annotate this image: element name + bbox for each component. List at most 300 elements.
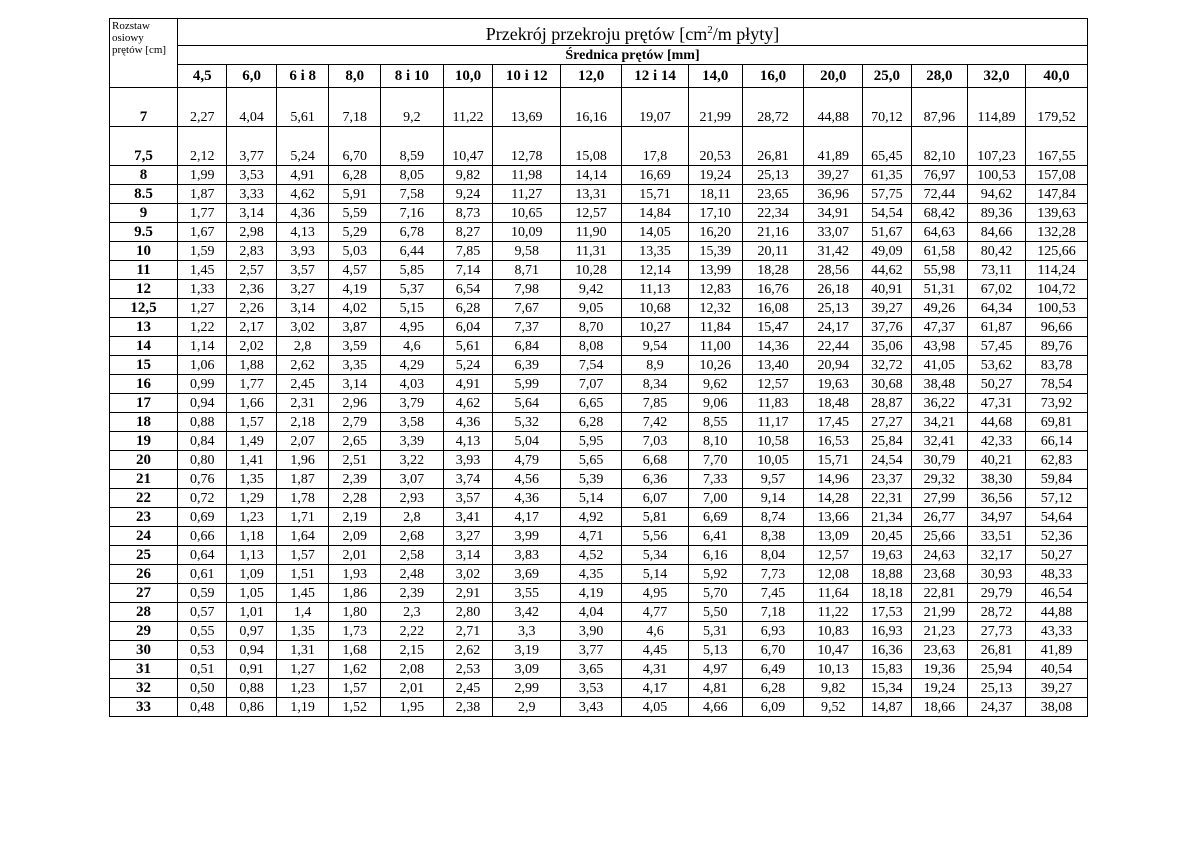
table-row xyxy=(110,698,1088,717)
table-cell: 2,53 xyxy=(443,660,492,679)
table-cell: 0,88 xyxy=(227,679,276,698)
table-cell: 5,39 xyxy=(561,470,622,489)
table-cell: 43,98 xyxy=(911,337,968,356)
table-cell: 15,71 xyxy=(622,185,689,204)
table-cell: 83,78 xyxy=(1025,356,1087,375)
reinforcement-table-container xyxy=(109,18,1088,717)
table-cell: 38,08 xyxy=(1025,698,1087,717)
table-cell: 7,18 xyxy=(329,88,381,127)
table-cell: 14,14 xyxy=(561,166,622,185)
table-cell: 6,28 xyxy=(561,413,622,432)
table-cell: 3,35 xyxy=(329,356,381,375)
table-cell: 5,59 xyxy=(329,204,381,223)
table-cell: 1,66 xyxy=(227,394,276,413)
title-main: Przekrój przekroju prętów [cm xyxy=(485,24,708,44)
table-cell: 5,81 xyxy=(622,508,689,527)
table-row xyxy=(110,127,1088,166)
table-cell: 3,02 xyxy=(443,565,492,584)
table-cell: 5,64 xyxy=(493,394,561,413)
column-header: 12 i 14 xyxy=(622,65,689,88)
table-cell: 24,37 xyxy=(968,698,1026,717)
table-cell: 3,41 xyxy=(443,508,492,527)
corner-label: Rozstaw osiowy prętów [cm] xyxy=(110,19,178,88)
table-cell: 1,23 xyxy=(227,508,276,527)
table-cell: 5,14 xyxy=(561,489,622,508)
table-cell: 3,14 xyxy=(227,204,276,223)
table-cell: 157,08 xyxy=(1025,166,1087,185)
table-cell: 32,72 xyxy=(863,356,911,375)
row-spacing-label: 16 xyxy=(110,375,178,394)
table-cell: 179,52 xyxy=(1025,88,1087,127)
table-cell: 2,38 xyxy=(443,698,492,717)
row-spacing-label: 9.5 xyxy=(110,223,178,242)
table-cell: 114,89 xyxy=(968,88,1026,127)
table-cell: 6,41 xyxy=(689,527,743,546)
table-cell: 29,79 xyxy=(968,584,1026,603)
table-cell: 2,01 xyxy=(380,679,443,698)
table-cell: 66,14 xyxy=(1025,432,1087,451)
table-cell: 1,01 xyxy=(227,603,276,622)
table-cell: 13,40 xyxy=(742,356,804,375)
table-cell: 6,70 xyxy=(742,641,804,660)
table-cell: 15,47 xyxy=(742,318,804,337)
table-cell: 33,51 xyxy=(968,527,1026,546)
table-cell: 11,27 xyxy=(493,185,561,204)
table-cell: 13,66 xyxy=(804,508,863,527)
table-cell: 11,00 xyxy=(689,337,743,356)
row-spacing-label: 9 xyxy=(110,204,178,223)
table-cell: 4,36 xyxy=(276,204,329,223)
table-row xyxy=(110,527,1088,546)
row-spacing-label: 21 xyxy=(110,470,178,489)
table-cell: 4,66 xyxy=(689,698,743,717)
table-cell: 0,97 xyxy=(227,622,276,641)
table-cell: 7,16 xyxy=(380,204,443,223)
table-cell: 6,44 xyxy=(380,242,443,261)
table-cell: 2,36 xyxy=(227,280,276,299)
row-spacing-label: 27 xyxy=(110,584,178,603)
table-cell: 12,32 xyxy=(689,299,743,318)
table-cell: 10,27 xyxy=(622,318,689,337)
table-row xyxy=(110,185,1088,204)
table-cell: 73,92 xyxy=(1025,394,1087,413)
table-cell: 2,39 xyxy=(380,584,443,603)
table-cell: 3,22 xyxy=(380,451,443,470)
table-cell: 0,94 xyxy=(178,394,227,413)
table-cell: 4,36 xyxy=(443,413,492,432)
table-cell: 16,08 xyxy=(742,299,804,318)
row-spacing-label: 20 xyxy=(110,451,178,470)
table-cell: 44,88 xyxy=(1025,603,1087,622)
table-cell: 1,27 xyxy=(178,299,227,318)
table-cell: 19,36 xyxy=(911,660,968,679)
table-cell: 10,26 xyxy=(689,356,743,375)
table-cell: 4,02 xyxy=(329,299,381,318)
table-cell: 4,57 xyxy=(329,261,381,280)
table-cell: 49,09 xyxy=(863,242,911,261)
table-cell: 25,94 xyxy=(968,660,1026,679)
column-header: 4,5 xyxy=(178,65,227,88)
table-cell: 3,39 xyxy=(380,432,443,451)
table-cell: 11,90 xyxy=(561,223,622,242)
column-header: 8,0 xyxy=(329,65,381,88)
table-cell: 7,85 xyxy=(622,394,689,413)
table-cell: 5,65 xyxy=(561,451,622,470)
table-cell: 5,91 xyxy=(329,185,381,204)
reinforcement-area-table xyxy=(109,18,1088,717)
column-header: 25,0 xyxy=(863,65,911,88)
table-cell: 14,05 xyxy=(622,223,689,242)
table-cell: 31,42 xyxy=(804,242,863,261)
table-cell: 4,6 xyxy=(622,622,689,641)
table-cell: 5,99 xyxy=(493,375,561,394)
table-cell: 4,77 xyxy=(622,603,689,622)
table-cell: 26,81 xyxy=(742,127,804,166)
table-body xyxy=(110,88,1088,717)
table-cell: 17,53 xyxy=(863,603,911,622)
table-cell: 1,13 xyxy=(227,546,276,565)
table-cell: 3,99 xyxy=(493,527,561,546)
table-cell: 8,05 xyxy=(380,166,443,185)
table-cell: 23,65 xyxy=(742,185,804,204)
table-cell: 50,27 xyxy=(968,375,1026,394)
table-cell: 12,57 xyxy=(804,546,863,565)
table-cell: 1,27 xyxy=(276,660,329,679)
table-cell: 2,9 xyxy=(493,698,561,717)
table-cell: 61,58 xyxy=(911,242,968,261)
table-row xyxy=(110,394,1088,413)
row-spacing-label: 7 xyxy=(110,88,178,127)
table-cell: 17,45 xyxy=(804,413,863,432)
table-cell: 54,54 xyxy=(863,204,911,223)
table-cell: 0,88 xyxy=(178,413,227,432)
table-cell: 2,91 xyxy=(443,584,492,603)
table-cell: 16,20 xyxy=(689,223,743,242)
table-cell: 10,47 xyxy=(443,127,492,166)
table-cell: 2,93 xyxy=(380,489,443,508)
column-header: 28,0 xyxy=(911,65,968,88)
row-spacing-label: 28 xyxy=(110,603,178,622)
column-header: 6 i 8 xyxy=(276,65,329,88)
table-cell: 104,72 xyxy=(1025,280,1087,299)
table-cell: 51,31 xyxy=(911,280,968,299)
table-cell: 11,64 xyxy=(804,584,863,603)
table-cell: 3,02 xyxy=(276,318,329,337)
table-cell: 16,16 xyxy=(561,88,622,127)
table-cell: 18,28 xyxy=(742,261,804,280)
table-cell: 53,62 xyxy=(968,356,1026,375)
row-spacing-label: 10 xyxy=(110,242,178,261)
table-row xyxy=(110,261,1088,280)
table-cell: 1,33 xyxy=(178,280,227,299)
table-cell: 8,34 xyxy=(622,375,689,394)
table-cell: 21,99 xyxy=(689,88,743,127)
table-cell: 3,42 xyxy=(493,603,561,622)
table-cell: 1,99 xyxy=(178,166,227,185)
table-cell: 9,57 xyxy=(742,470,804,489)
table-cell: 4,17 xyxy=(622,679,689,698)
row-spacing-label: 8 xyxy=(110,166,178,185)
table-cell: 80,42 xyxy=(968,242,1026,261)
table-cell: 18,18 xyxy=(863,584,911,603)
table-cell: 34,21 xyxy=(911,413,968,432)
table-cell: 65,45 xyxy=(863,127,911,166)
table-cell: 4,81 xyxy=(689,679,743,698)
row-spacing-label: 12 xyxy=(110,280,178,299)
table-cell: 6,93 xyxy=(742,622,804,641)
table-cell: 26,18 xyxy=(804,280,863,299)
table-cell: 28,56 xyxy=(804,261,863,280)
table-cell: 44,62 xyxy=(863,261,911,280)
table-cell: 20,11 xyxy=(742,242,804,261)
table-cell: 19,63 xyxy=(804,375,863,394)
table-cell: 11,83 xyxy=(742,394,804,413)
table-cell: 33,07 xyxy=(804,223,863,242)
table-cell: 25,13 xyxy=(804,299,863,318)
table-cell: 0,61 xyxy=(178,565,227,584)
table-cell: 0,80 xyxy=(178,451,227,470)
table-cell: 5,34 xyxy=(622,546,689,565)
row-spacing-label: 11 xyxy=(110,261,178,280)
table-cell: 0,50 xyxy=(178,679,227,698)
table-cell: 52,36 xyxy=(1025,527,1087,546)
table-cell: 1,35 xyxy=(276,622,329,641)
table-cell: 3,83 xyxy=(493,546,561,565)
table-cell: 9,42 xyxy=(561,280,622,299)
table-cell: 5,92 xyxy=(689,565,743,584)
table-cell: 2,80 xyxy=(443,603,492,622)
table-cell: 1,62 xyxy=(329,660,381,679)
table-cell: 1,87 xyxy=(178,185,227,204)
table-cell: 26,77 xyxy=(911,508,968,527)
row-spacing-label: 18 xyxy=(110,413,178,432)
table-cell: 3,87 xyxy=(329,318,381,337)
table-cell: 8,74 xyxy=(742,508,804,527)
table-cell: 15,83 xyxy=(863,660,911,679)
table-cell: 22,44 xyxy=(804,337,863,356)
table-cell: 57,75 xyxy=(863,185,911,204)
table-cell: 7,58 xyxy=(380,185,443,204)
table-cell: 89,36 xyxy=(968,204,1026,223)
table-cell: 125,66 xyxy=(1025,242,1087,261)
table-cell: 2,27 xyxy=(178,88,227,127)
table-cell: 1,73 xyxy=(329,622,381,641)
row-spacing-label: 25 xyxy=(110,546,178,565)
table-cell: 3,69 xyxy=(493,565,561,584)
table-cell: 4,52 xyxy=(561,546,622,565)
table-cell: 16,53 xyxy=(804,432,863,451)
table-cell: 4,91 xyxy=(443,375,492,394)
table-cell: 6,36 xyxy=(622,470,689,489)
table-cell: 5,15 xyxy=(380,299,443,318)
table-cell: 2,07 xyxy=(276,432,329,451)
table-cell: 2,28 xyxy=(329,489,381,508)
table-cell: 3,74 xyxy=(443,470,492,489)
table-cell: 82,10 xyxy=(911,127,968,166)
table-cell: 4,62 xyxy=(276,185,329,204)
table-cell: 3,27 xyxy=(443,527,492,546)
table-cell: 2,02 xyxy=(227,337,276,356)
table-cell: 14,96 xyxy=(804,470,863,489)
table-cell: 30,79 xyxy=(911,451,968,470)
table-cell: 0,72 xyxy=(178,489,227,508)
table-cell: 11,84 xyxy=(689,318,743,337)
table-cell: 21,34 xyxy=(863,508,911,527)
row-spacing-label: 30 xyxy=(110,641,178,660)
table-cell: 14,87 xyxy=(863,698,911,717)
table-cell: 2,68 xyxy=(380,527,443,546)
table-cell: 3,79 xyxy=(380,394,443,413)
row-spacing-label: 33 xyxy=(110,698,178,717)
table-cell: 4,17 xyxy=(493,508,561,527)
table-cell: 7,45 xyxy=(742,584,804,603)
table-cell: 24,54 xyxy=(863,451,911,470)
table-cell: 9,82 xyxy=(804,679,863,698)
table-cell: 2,65 xyxy=(329,432,381,451)
table-cell: 25,84 xyxy=(863,432,911,451)
table-cell: 7,33 xyxy=(689,470,743,489)
table-cell: 2,3 xyxy=(380,603,443,622)
table-cell: 3,19 xyxy=(493,641,561,660)
table-cell: 11,31 xyxy=(561,242,622,261)
table-row xyxy=(110,166,1088,185)
table-cell: 13,69 xyxy=(493,88,561,127)
table-cell: 2,08 xyxy=(380,660,443,679)
table-cell: 2,51 xyxy=(329,451,381,470)
table-cell: 7,03 xyxy=(622,432,689,451)
table-cell: 38,30 xyxy=(968,470,1026,489)
table-cell: 2,98 xyxy=(227,223,276,242)
table-cell: 6,68 xyxy=(622,451,689,470)
table-cell: 23,37 xyxy=(863,470,911,489)
table-cell: 4,04 xyxy=(227,88,276,127)
table-cell: 9,54 xyxy=(622,337,689,356)
table-cell: 4,03 xyxy=(380,375,443,394)
table-row xyxy=(110,546,1088,565)
table-cell: 15,08 xyxy=(561,127,622,166)
table-cell: 23,63 xyxy=(911,641,968,660)
table-cell: 28,72 xyxy=(742,88,804,127)
table-cell: 37,76 xyxy=(863,318,911,337)
table-cell: 107,23 xyxy=(968,127,1026,166)
table-cell: 1,57 xyxy=(276,546,329,565)
row-spacing-label: 31 xyxy=(110,660,178,679)
table-cell: 1,49 xyxy=(227,432,276,451)
table-cell: 8,70 xyxy=(561,318,622,337)
table-cell: 7,67 xyxy=(493,299,561,318)
table-cell: 4,35 xyxy=(561,565,622,584)
table-cell: 4,71 xyxy=(561,527,622,546)
column-header: 10,0 xyxy=(443,65,492,88)
table-cell: 3,90 xyxy=(561,622,622,641)
table-cell: 16,69 xyxy=(622,166,689,185)
table-cell: 3,07 xyxy=(380,470,443,489)
table-cell: 5,04 xyxy=(493,432,561,451)
table-cell: 1,95 xyxy=(380,698,443,717)
table-cell: 3,14 xyxy=(276,299,329,318)
table-cell: 132,28 xyxy=(1025,223,1087,242)
table-cell: 5,31 xyxy=(689,622,743,641)
table-cell: 64,34 xyxy=(968,299,1026,318)
table-cell: 0,66 xyxy=(178,527,227,546)
table-cell: 14,84 xyxy=(622,204,689,223)
table-cell: 0,51 xyxy=(178,660,227,679)
table-cell: 2,09 xyxy=(329,527,381,546)
table-cell: 4,45 xyxy=(622,641,689,660)
table-cell: 27,27 xyxy=(863,413,911,432)
table-cell: 2,57 xyxy=(227,261,276,280)
table-cell: 16,36 xyxy=(863,641,911,660)
table-cell: 7,37 xyxy=(493,318,561,337)
table-cell: 22,31 xyxy=(863,489,911,508)
table-cell: 1,29 xyxy=(227,489,276,508)
table-cell: 3,14 xyxy=(443,546,492,565)
table-cell: 61,35 xyxy=(863,166,911,185)
table-cell: 4,62 xyxy=(443,394,492,413)
table-cell: 78,54 xyxy=(1025,375,1087,394)
table-cell: 16,76 xyxy=(742,280,804,299)
table-cell: 23,68 xyxy=(911,565,968,584)
table-cell: 5,61 xyxy=(276,88,329,127)
table-cell: 1,68 xyxy=(329,641,381,660)
table-cell: 4,79 xyxy=(493,451,561,470)
table-cell: 0,76 xyxy=(178,470,227,489)
table-cell: 22,34 xyxy=(742,204,804,223)
table-cell: 2,99 xyxy=(493,679,561,698)
table-cell: 2,45 xyxy=(443,679,492,698)
table-cell: 3,27 xyxy=(276,280,329,299)
table-cell: 7,54 xyxy=(561,356,622,375)
table-cell: 0,99 xyxy=(178,375,227,394)
table-cell: 13,35 xyxy=(622,242,689,261)
table-cell: 9,2 xyxy=(380,88,443,127)
table-cell: 2,22 xyxy=(380,622,443,641)
table-cell: 24,17 xyxy=(804,318,863,337)
table-cell: 6,09 xyxy=(742,698,804,717)
table-cell: 30,68 xyxy=(863,375,911,394)
table-cell: 8,55 xyxy=(689,413,743,432)
table-cell: 40,21 xyxy=(968,451,1026,470)
table-cell: 17,8 xyxy=(622,127,689,166)
table-cell: 3,93 xyxy=(276,242,329,261)
table-cell: 147,84 xyxy=(1025,185,1087,204)
table-cell: 1,52 xyxy=(329,698,381,717)
table-cell: 13,31 xyxy=(561,185,622,204)
table-cell: 3,77 xyxy=(561,641,622,660)
table-cell: 1,45 xyxy=(276,584,329,603)
table-cell: 68,42 xyxy=(911,204,968,223)
table-cell: 15,39 xyxy=(689,242,743,261)
table-cell: 47,37 xyxy=(911,318,968,337)
table-row xyxy=(110,451,1088,470)
table-cell: 6,07 xyxy=(622,489,689,508)
table-cell: 2,12 xyxy=(178,127,227,166)
table-cell: 0,91 xyxy=(227,660,276,679)
table-cell: 1,57 xyxy=(329,679,381,698)
table-cell: 40,54 xyxy=(1025,660,1087,679)
table-cell: 34,97 xyxy=(968,508,1026,527)
table-cell: 19,24 xyxy=(911,679,968,698)
table-cell: 67,02 xyxy=(968,280,1026,299)
table-cell: 28,87 xyxy=(863,394,911,413)
table-cell: 12,14 xyxy=(622,261,689,280)
table-cell: 7,07 xyxy=(561,375,622,394)
table-cell: 5,50 xyxy=(689,603,743,622)
table-cell: 1,78 xyxy=(276,489,329,508)
table-cell: 46,54 xyxy=(1025,584,1087,603)
table-cell: 7,14 xyxy=(443,261,492,280)
table-cell: 6,04 xyxy=(443,318,492,337)
